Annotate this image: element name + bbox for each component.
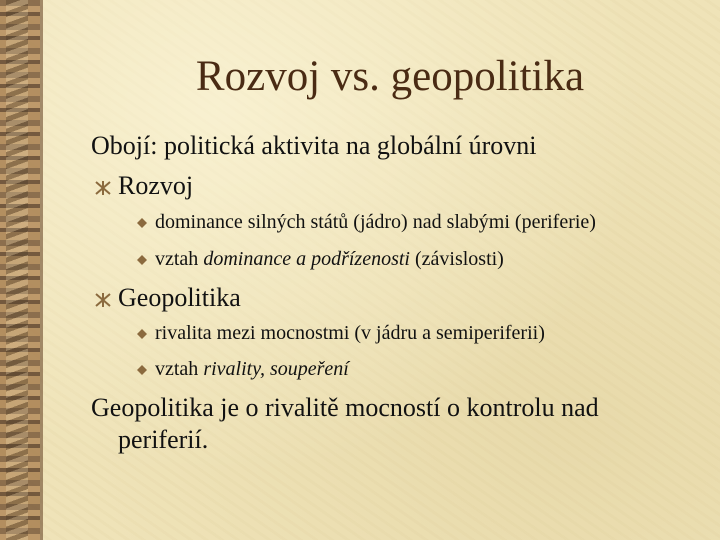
zigzag-bullet-icon: [95, 181, 111, 195]
intro-text: Obojí: politická aktivita na globální úrovni: [91, 131, 537, 160]
rozvoj-item-2: [155, 248, 504, 271]
diamond-bullet-icon: [137, 329, 147, 339]
closing-text-line-1: Geopolitika je o rivalitě mocností o kontrolu nad: [91, 393, 599, 422]
rozvoj-item-2-pre: vztah: [155, 248, 204, 270]
slide-title: Rozvoj vs. geopolitika: [195, 53, 585, 100]
rozvoj-item-1: dominance silných států (jádro) nad slabými (periferie): [155, 211, 596, 233]
geopolitika-item-2: [155, 358, 349, 381]
decorative-border: [0, 0, 40, 540]
section-heading-rozvoj: Rozvoj: [118, 171, 194, 200]
rozvoj-item-2-post: (závislosti): [409, 248, 504, 270]
zigzag-bullet-icon: [95, 293, 111, 307]
diamond-bullet-icon: [137, 365, 147, 375]
border-edge: [40, 0, 43, 540]
section-heading-geopolitika: Geopolitika: [118, 283, 241, 312]
geopolitika-item-2-italic: rivality, soupeření: [203, 358, 349, 380]
geopolitika-item-1: rivalita mezi mocnostmi (v jádru a semiperiferii): [155, 322, 545, 344]
rozvoj-item-2-italic: dominance a podřízenosti: [203, 248, 410, 270]
closing-text-line-2: periferií.: [118, 425, 209, 454]
geopolitika-item-2-pre: vztah: [155, 358, 204, 380]
diamond-bullet-icon: [137, 255, 147, 265]
diamond-bullet-icon: [137, 218, 147, 228]
